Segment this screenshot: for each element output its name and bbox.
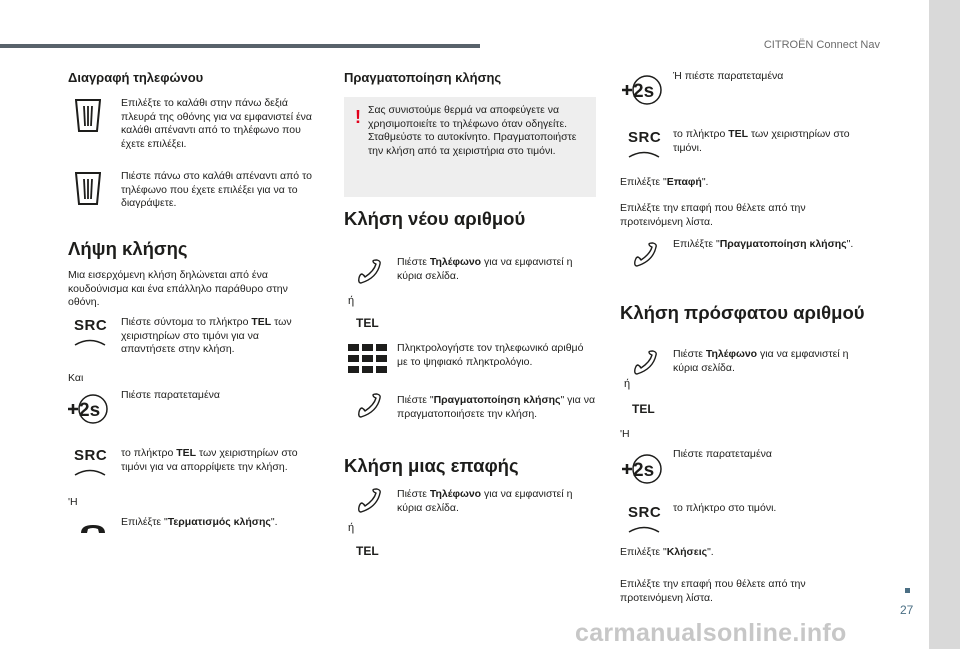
contact-call-title: Κλήση μιας επαφής bbox=[344, 455, 519, 476]
delete-step-2: Πιέστε πάνω στο καλάθι απέναντι από το τηλέφωνο που έχετε επιλέξει για να το διαγράψετε. bbox=[121, 170, 312, 209]
press-and-hold-icon bbox=[620, 74, 666, 106]
or-small-label: ή bbox=[624, 378, 631, 390]
recent-step-3: Επιλέξτε "Κλήσεις". bbox=[620, 546, 714, 558]
contact-step-6: Επιλέξτε "Πραγματοποίηση κλήσης". bbox=[673, 238, 854, 250]
contact-step-5: Επιλέξτε την επαφή που θέλετε από την προτεινόμενη λίστα. bbox=[620, 202, 806, 228]
svg-text:2s: 2s bbox=[79, 400, 101, 421]
tel-button-icon: TEL bbox=[356, 544, 379, 558]
trash-icon bbox=[74, 169, 102, 207]
or-label: 'Η bbox=[68, 496, 78, 508]
src-button-icon: SRC bbox=[74, 448, 108, 481]
new-step-1: Πιέστε Τηλέφωνο για να εμφανιστεί η κύρια σελίδα. bbox=[397, 256, 573, 282]
contact-step-2: Ή πιέστε παρατεταμένα bbox=[673, 70, 784, 82]
phone-handset-icon bbox=[356, 488, 382, 514]
recent-step-2: το πλήκτρο στο τιμόνι. bbox=[673, 502, 777, 514]
page-number: 27 bbox=[900, 603, 914, 617]
receive-call-title: Λήψη κλήσης bbox=[68, 238, 188, 259]
src-button-icon: SRC bbox=[628, 505, 662, 538]
tel-button-icon: TEL bbox=[356, 316, 379, 330]
keypad-icon bbox=[348, 344, 388, 374]
warning-icon: ! bbox=[355, 107, 361, 127]
receive-step-3: Επιλέξτε "Τερματισμός κλήσης". bbox=[121, 516, 278, 528]
new-number-title: Κλήση νέου αριθμού bbox=[344, 208, 526, 229]
phone-handset-icon bbox=[356, 393, 382, 419]
press-hold-label: Πιέστε παρατεταμένα bbox=[121, 389, 220, 401]
page-side-band bbox=[929, 0, 960, 649]
or-small-label: ή bbox=[348, 522, 355, 534]
svg-text:2s: 2s bbox=[633, 81, 655, 102]
safety-note-text: Σας συνιστούμε θερμά να αποφεύγετε να χρησιμοποιείτε το τηλέφωνο όταν οδηγείτε. Σταθμεύστε το αυτοκίνητο. Πραγματοποιήστε την κλήση από τα χειριστήρια στο τιμόνι. bbox=[368, 104, 577, 157]
press-hold-label: Πιέστε παρατεταμένα bbox=[673, 448, 772, 460]
press-and-hold-icon bbox=[620, 453, 666, 485]
contact-step-4: Επιλέξτε "Επαφή". bbox=[620, 176, 709, 188]
running-header: CITROËN Connect Nav bbox=[763, 39, 880, 51]
new-step-3: Πιέστε "Πραγματοποίηση κλήσης" για να πραγματοποιήσετε την κλήση. bbox=[397, 394, 596, 420]
recent-number-title: Κλήση πρόσφατου αριθμού bbox=[620, 302, 865, 323]
src-button-icon: SRC bbox=[628, 130, 662, 163]
recent-step-1: Πιέστε Τηλέφωνο για να εμφανιστεί η κύρια σελίδα. bbox=[673, 348, 849, 374]
or-label: 'Η bbox=[620, 428, 630, 440]
recent-step-4: Επιλέξτε την επαφή που θέλετε από την προτεινόμενη λίστα. bbox=[620, 578, 806, 604]
tel-button-icon: TEL bbox=[632, 402, 655, 416]
receive-intro: Μια εισερχόμενη κλήση δηλώνεται από ένα κουδούνισμα και ένα επάλληλο παράθυρο στην οθόνη. bbox=[68, 269, 288, 308]
trash-icon bbox=[74, 96, 102, 134]
contact-step-3: το πλήκτρο TEL των χειριστηρίων στο τιμόνι. bbox=[673, 128, 850, 154]
src-button-icon: SRC bbox=[74, 318, 108, 351]
header-rule bbox=[0, 44, 480, 48]
delete-phone-title: Διαγραφή τηλεφώνου bbox=[68, 70, 204, 85]
delete-step-1: Επιλέξτε το καλάθι στην πάνω δεξιά πλευρά της οθόνης για να εμφανιστεί ένα καλάθι απέναντι από το τηλέφωνο που έχετε επιλέξει. bbox=[121, 97, 312, 150]
phone-handset-icon bbox=[632, 350, 658, 376]
new-step-2: Πληκτρολογήστε τον τηλεφωνικό αριθμό με το ψηφιακό πληκτρολόγιο. bbox=[397, 342, 584, 368]
receive-step-2: το πλήκτρο TEL των χειριστηρίων στο τιμόνι για να απορρίψετε την κλήση. bbox=[121, 447, 298, 473]
make-call-title: Πραγματοποίηση κλήσης bbox=[344, 70, 502, 85]
or-small-label: ή bbox=[348, 295, 355, 307]
phone-handset-icon bbox=[356, 259, 382, 285]
phone-handset-icon bbox=[632, 242, 658, 268]
contact-step-1: Πιέστε Τηλέφωνο για να εμφανιστεί η κύρια σελίδα. bbox=[397, 488, 573, 514]
hang-up-icon bbox=[79, 522, 107, 536]
press-and-hold-icon bbox=[66, 393, 112, 425]
watermark: carmanualsonline.info bbox=[575, 619, 847, 647]
page-marker bbox=[905, 588, 910, 593]
svg-text:2s: 2s bbox=[633, 460, 655, 481]
receive-step-1: Πιέστε σύντομα το πλήκτρο TEL των χειριστηρίων στο τιμόνι για να απαντήσετε στην κλήση. bbox=[121, 316, 292, 355]
and-label: Και bbox=[68, 372, 84, 384]
